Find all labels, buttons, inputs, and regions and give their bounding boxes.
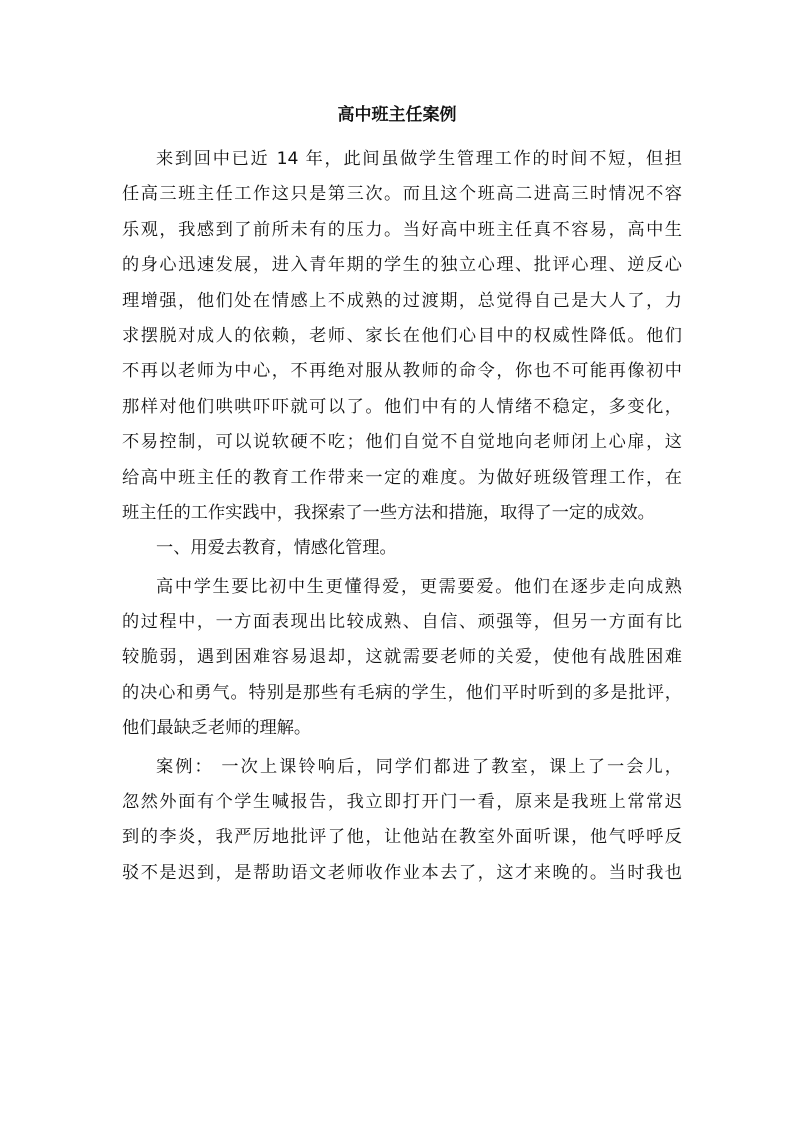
section-heading: 一、用爱去教育，情感化管理。 — [156, 538, 397, 559]
paragraph-1-line-4: 的身心迅速发展，进入青年期的学生的独立心理、批评心理、逆反心 — [122, 255, 682, 276]
paragraph-1-line-9: 不易控制，可以说软硬不吃；他们自觉不自觉地向老师闭上心扉，这 — [122, 432, 682, 453]
document-title: 高中班主任案例 — [337, 105, 457, 125]
paragraph-1-line-1: 来到回中已近 14 年，此间虽做学生管理工作的时间不短，但担 — [156, 149, 682, 169]
paragraph-2-line-5: 他们最缺乏老师的理解。 — [122, 718, 312, 739]
paragraph-1-line-8: 那样对他们哄哄吓吓就可以了。他们中有的人情绪不稳定，多变化， — [122, 396, 682, 417]
paragraph-2-line-4: 的决心和勇气。特别是那些有毛病的学生，他们平时听到的多是批评， — [122, 682, 682, 703]
paragraph-2-line-2: 的过程中，一方面表现出比较成熟、自信、顽强等，但另一方面有比 — [122, 612, 682, 633]
paragraph-2-line-1: 高中学生要比初中生更懂得爱，更需要爱。他们在逐步走向成熟 — [156, 576, 682, 597]
paragraph-3-line-2: 忽然外面有个学生喊报告，我立即打开门一看，原来是我班上常常迟 — [122, 792, 682, 813]
document-body — [122, 142, 682, 891]
paragraph-2-line-3: 较脆弱，遇到困难容易退却，这就需要老师的关爱，使他有战胜困难 — [122, 647, 682, 668]
paragraph-1-line-5: 理增强，他们处在情感上不成熟的过渡期，总觉得自己是大人了，力 — [122, 290, 682, 311]
paragraph-3-line-1: 案例： 一次上课铃响后，同学们都进了教室，课上了一会儿， — [156, 756, 682, 777]
paragraph-3-line-4: 驳不是迟到，是帮助语文老师收作业本去了，这才来晚的。当时我也 — [122, 862, 682, 883]
paragraph-1-line-6: 求摆脱对成人的依赖，老师、家长在他们心目中的权威性降低。他们 — [122, 325, 682, 346]
paragraph-1-line-10: 给高中班主任的教育工作带来一定的难度。为做好班级管理工作，在 — [122, 467, 682, 488]
paragraph-1-line-11: 班主任的工作实践中，我探索了一些方法和措施，取得了一定的成效。 — [122, 502, 655, 523]
paragraph-1-line-2: 任高三班主任工作这只是第三次。而且这个班高二进高三时情况不容 — [122, 184, 682, 205]
paragraph-1-line-3: 乐观，我感到了前所未有的压力。当好高中班主任真不容易，高中生 — [122, 219, 682, 240]
paragraph-1-line-7: 不再以老师为中心，不再绝对服从教师的命令，你也不可能再像初中 — [122, 361, 682, 382]
paragraph-3-line-3: 到的李炎，我严厉地批评了他，让他站在教室外面听课，他气呼呼反 — [122, 827, 682, 848]
